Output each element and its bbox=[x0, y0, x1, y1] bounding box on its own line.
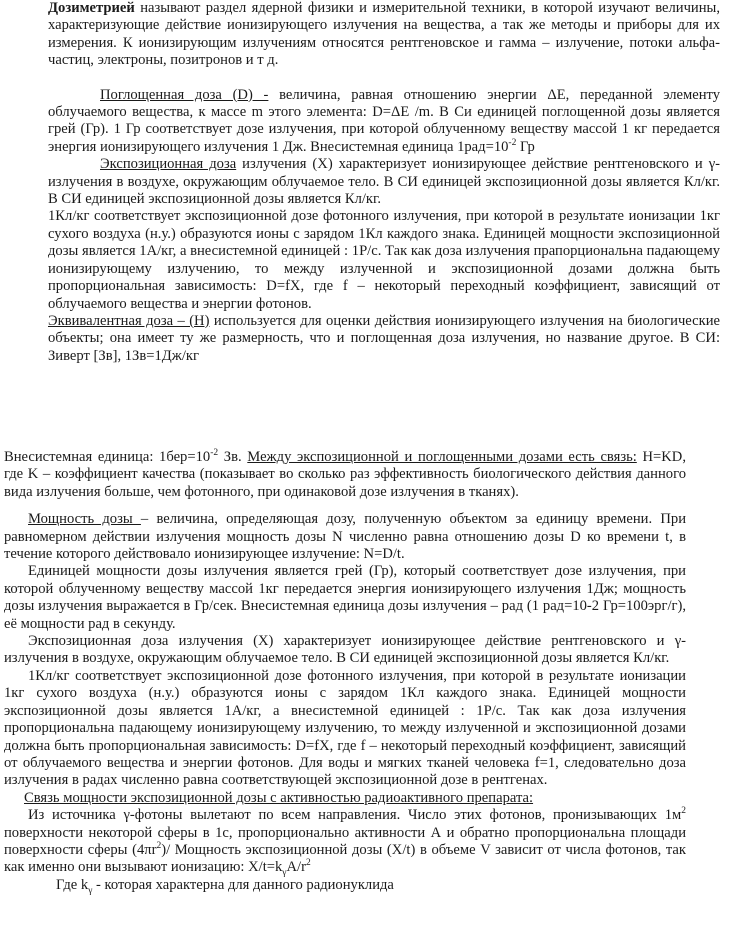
gamma-sub: γ bbox=[282, 868, 287, 879]
k-gamma-sub: γ bbox=[88, 885, 93, 896]
absorbed-dose-text: величина, равная отношению энергии ΔЕ, переданной элементу облучаемого вещества, к массе m этого элемента: D=ΔE /m. В Си единицей поглощенной дозы является грей (Гр). 1 Гр соответствует дозе излучения, при которой облученному веществу массой 1 кг передается энергия ионизирующего излучения 1 Дж. Внесистемная единица 1рад=10 bbox=[48, 86, 720, 155]
k-gamma-text-a: Где k bbox=[56, 876, 89, 893]
paragraph-coulomb-per-kg-2: 1Кл/кг соответствует экспозиционной дозе фотонного излучения, при которой в результате ионизации 1кг сухого воздуха (н.у.) образуются ионы с зарядом 1Кл каждого знака. Единицей мощности экспозиционной дозы является 1А/кг, а внесистемной единицей : 1Р/с. Так как доза излучения пропорциональна падающему ионизирующему излучению, то между излученной и экспозиционной дозами должна быть пропорциональная зависимость: D=fX, где f – некоторый переходный коэффициент, зависящий от облучаемого вещества и энергии фотонов. Для воды и мягких тканей человека f=1, следовательно доза излучения в радах численно равна соответствующей экспозиционной дозе в рентгенах. bbox=[4, 667, 686, 789]
paragraph-dosimetry bbox=[48, 0, 720, 70]
gamma-sup-a: 2 bbox=[681, 806, 686, 817]
term-equivalent-dose: Эквивалентная доза – (Н) bbox=[48, 312, 210, 329]
relation-heading: Между экспозиционной и поглощенными дозами есть связь: bbox=[247, 449, 637, 465]
term-absorbed-dose: Поглощенная доза (D) - bbox=[100, 86, 269, 103]
top-text-block bbox=[48, 0, 720, 365]
rem-exponent: -2 bbox=[210, 448, 219, 459]
paragraph-equivalent-dose bbox=[48, 313, 720, 365]
paragraph-coulomb-per-kg: 1Кл/кг соответствует экспозиционной дозе фотонного излучения, при которой в результате ионизации 1кг сухого воздуха (н.у.) образуются ионы с зарядом 1Кл каждого знака. Единицей мощности экспозиционной дозы является 1А/кг, а внесистемной единицей : 1Р/с. Так как доза излучения прапорциональна падающему ионизирующему излучению, то между излученной и экспозиционной дозами должна быть пропорциональная зависимость: D=fX, где f – некоторый переходный коэффициент, зависящий от облучаемого вещества и энергии фотонов. bbox=[48, 208, 720, 312]
term-dose-rate: Мощность дозы bbox=[28, 511, 141, 528]
paragraph-rem bbox=[4, 449, 686, 501]
dose-rate-text: – величина, определяющая дозу, полученную объектом за единицу времени. При равномерном действии излучения мощность дозы N численно равна отношению дозы D ко времени t, в течение которого действовало ионизирующее излучение: N=D/t. bbox=[4, 511, 687, 563]
paragraph-exposure-dose-2: Экспозиционная доза излучения (X) характеризует ионизирующее действие рентгеновского и γ-излучения в воздухе, окружающим облучаемое тело. В СИ единицей экспозиционной дозы является Кл/кг. bbox=[4, 633, 686, 667]
dosimetry-text: называют раздел ядерной физики и измерительной техники, в которой изучают величины, характеризующие действие ионизирующего излучения на вещества, а так же методы и приборы для их измерения. К ионизирующим излучениям относятся рентгеновское и гамма – излучение, потоки альфа-частиц, электроны, позитронов и т д. bbox=[48, 0, 720, 69]
term-exposure-dose: Экспозиционная доза bbox=[100, 156, 237, 173]
gamma-text-c: )/ Мощность экспозиционной дозы (X/t) в объеме V зависит от числа фотонов, так как именно они вызывают ионизацию: X/t=k bbox=[4, 841, 686, 876]
paragraph-k-gamma bbox=[4, 877, 686, 894]
rem-unit: Зв. bbox=[218, 449, 248, 465]
paragraph-absorbed-dose bbox=[48, 87, 720, 157]
exposure-dose-text: излучения (X) характеризует ионизирующее действие рентгеновского и γ-излучения в воздухе, окружающим облучаемое тело. В СИ единицей экспозиционной дозы является Кл/кг. В СИ единицей экспозиционной дозы является Кл/кг. bbox=[48, 156, 721, 208]
paragraph-exposure-dose bbox=[48, 156, 720, 208]
paragraph-gamma-source bbox=[4, 807, 686, 877]
gamma-sup-b: 2 bbox=[156, 841, 162, 852]
rem-text: Внесистемная единица: 1бер=10 bbox=[4, 449, 211, 465]
bottom-text-block bbox=[4, 449, 686, 894]
gamma-text-d: A/r bbox=[286, 859, 306, 876]
gamma-text-a: Из источника γ-фотоны вылетают по всем направления. Число этих фотонов, пронизывающих 1м bbox=[28, 807, 682, 824]
gamma-sup-c: 2 bbox=[305, 858, 311, 869]
paragraph-dose-rate-unit: Единицей мощности дозы излучения является грей (Гр), который соответствует дозе излучения, при которой облученному веществу массой 1кг передается энергия ионизирующего излучения 1Дж; мощность дозы излучения выражается в Гр/сек. Внесистемная единица дозы излучения – рад (1 рад=10-2 Гр=100эрг/г), её мощности рад в секунду. bbox=[4, 563, 686, 632]
absorbed-dose-exponent: -2 bbox=[508, 137, 517, 148]
term-dosimetry: Дозиметрией bbox=[48, 0, 135, 16]
paragraph-dose-rate bbox=[4, 511, 686, 563]
gamma-text-b: поверхности некоторой сферы в 1с, пропорционально активности А и обратно пропорциональна площади поверхности сферы (4πr bbox=[4, 824, 686, 858]
relation-text: H=KD, где K – коэффициент качества (показывает во сколько раз эффективность биологического действия данного вида излучения больше, чем фотонного, при одинаковой дозе излучения в тканях). bbox=[4, 449, 686, 500]
equivalent-dose-text: используется для оценки действия ионизирующего излучения на биологические объекты; она имеет ту же размерность, что и поглощенная доза излучения, но название другое. В СИ: Зиверт [Зв], 1Зв=1Дж/кг bbox=[48, 312, 720, 364]
section-heading-activity bbox=[4, 790, 686, 807]
absorbed-dose-unit: Гр bbox=[516, 138, 535, 155]
k-gamma-text-b: - которая характерна для данного радионуклида bbox=[92, 876, 394, 893]
activity-heading-text: Связь мощности экспозиционной дозы с активностью радиоактивного препарата: bbox=[24, 789, 534, 806]
